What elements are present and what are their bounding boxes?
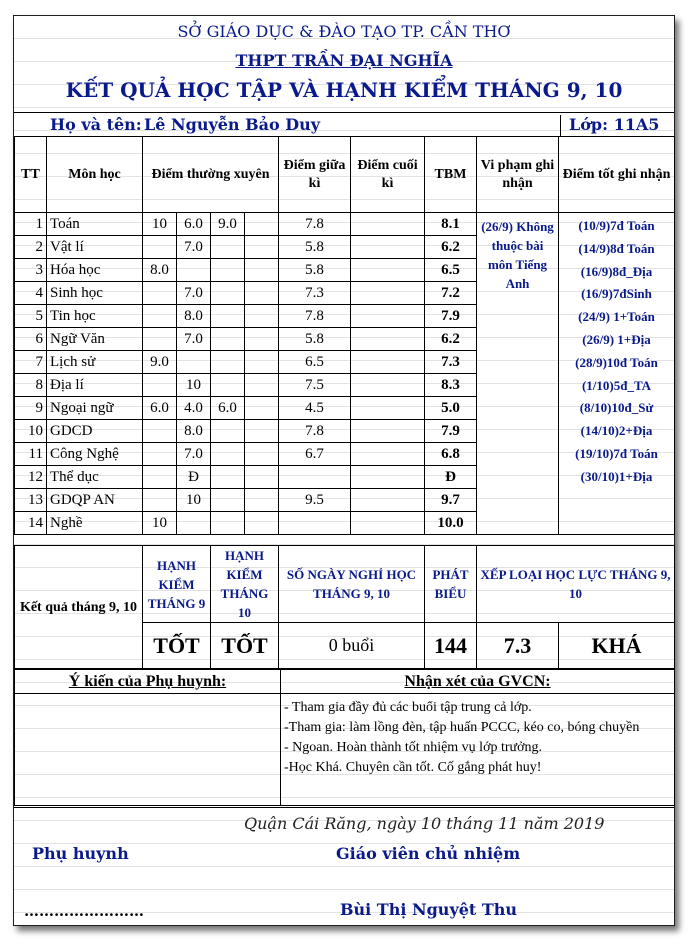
school-name: THPT TRẦN ĐẠI NGHĨA	[235, 51, 453, 70]
teacher-comment-label: Nhận xét của GVCN:	[281, 670, 675, 694]
regular-score-3	[211, 282, 245, 305]
regular-score-4	[245, 328, 279, 351]
average-score: 6.8	[425, 443, 477, 466]
average-score: 6.2	[425, 328, 477, 351]
row-number: 2	[15, 236, 47, 259]
regular-score-2: 7.0	[177, 236, 211, 259]
average-score: 7.9	[425, 420, 477, 443]
regular-score-1	[143, 420, 177, 443]
average-score: 6.2	[425, 236, 477, 259]
subject-name: Nghề	[47, 512, 143, 535]
regular-score-2	[177, 351, 211, 374]
regular-score-2: 6.0	[177, 213, 211, 236]
absence-value: 0 buổi	[279, 623, 425, 669]
col-merit: Điểm tốt ghi nhận	[559, 137, 675, 213]
summary-label: Kết quả tháng 9, 10	[15, 546, 143, 669]
regular-score-4	[245, 213, 279, 236]
merit-item: (24/9) 1+Toán	[578, 309, 655, 325]
subject-name: Vật lí	[47, 236, 143, 259]
regular-score-1: 9.0	[143, 351, 177, 374]
summary-table	[14, 545, 675, 669]
subject-name: Ngữ Văn	[47, 328, 143, 351]
final-score	[351, 374, 425, 397]
regular-score-4	[245, 374, 279, 397]
final-score	[351, 512, 425, 535]
regular-score-4	[245, 466, 279, 489]
regular-score-3	[211, 351, 245, 374]
col-tt: TT	[15, 137, 47, 213]
regular-score-1	[143, 443, 177, 466]
teacher-comment-box	[281, 694, 675, 806]
average-score: 7.2	[425, 282, 477, 305]
row-number: 5	[15, 305, 47, 328]
table-row	[15, 213, 675, 236]
rank-value: KHÁ	[559, 623, 675, 669]
speak-label: PHÁT BIỂU	[425, 546, 477, 623]
row-number: 11	[15, 443, 47, 466]
midterm-score: 7.8	[279, 420, 351, 443]
regular-score-3	[211, 512, 245, 535]
row-number: 1	[15, 213, 47, 236]
midterm-score: 5.8	[279, 259, 351, 282]
regular-score-2: 7.0	[177, 443, 211, 466]
comment-line: -Học Khá. Chuyên cần tốt. Cố gắng phát huy!	[284, 760, 542, 775]
row-number: 7	[15, 351, 47, 374]
regular-score-4	[245, 351, 279, 374]
subject-name: GDCD	[47, 420, 143, 443]
regular-score-3	[211, 489, 245, 512]
final-score	[351, 420, 425, 443]
regular-score-2: 7.0	[177, 328, 211, 351]
regular-score-1	[143, 282, 177, 305]
regular-score-2	[177, 512, 211, 535]
regular-score-2: 4.0	[177, 397, 211, 420]
regular-score-3: 9.0	[211, 213, 245, 236]
report-card	[13, 15, 675, 926]
merit-item: (16/9)8đ_Địa	[580, 263, 653, 279]
regular-score-2: Đ	[177, 466, 211, 489]
col-violation: Vi phạm ghi nhận	[477, 137, 559, 213]
regular-score-2	[177, 259, 211, 282]
final-score	[351, 466, 425, 489]
average-score: 8.1	[425, 213, 477, 236]
regular-score-3	[211, 443, 245, 466]
absence-label: SỐ NGÀY NGHỈ HỌC THÁNG 9, 10	[279, 546, 425, 623]
regular-score-2: 8.0	[177, 420, 211, 443]
midterm-score: 7.8	[279, 213, 351, 236]
row-number: 12	[15, 466, 47, 489]
regular-score-3	[211, 420, 245, 443]
row-number: 6	[15, 328, 47, 351]
regular-score-4	[245, 282, 279, 305]
subject-name: Tin học	[47, 305, 143, 328]
merit-item: (8/10)10đ_Sử	[579, 400, 654, 416]
final-score	[351, 489, 425, 512]
row-number: 3	[15, 259, 47, 282]
average-score: 6.5	[425, 259, 477, 282]
merit-item: (14/9)8đ Toán	[578, 240, 655, 256]
midterm-score	[279, 466, 351, 489]
col-midterm: Điểm giữa kì	[279, 137, 351, 213]
teacher-name: Bùi Thị Nguyệt Thu	[340, 900, 518, 919]
regular-score-1	[143, 489, 177, 512]
final-score	[351, 305, 425, 328]
regular-score-1	[143, 236, 177, 259]
regular-score-3	[211, 328, 245, 351]
regular-score-3	[211, 236, 245, 259]
merit-list	[559, 213, 675, 535]
final-score	[351, 213, 425, 236]
class-label: Lớp: 11A5	[560, 115, 659, 137]
col-regular: Điểm thường xuyên	[143, 137, 279, 213]
regular-score-2: 7.0	[177, 282, 211, 305]
average-score: 10.0	[425, 512, 477, 535]
subject-name: GDQP AN	[47, 489, 143, 512]
merit-item: (26/9) 1+Địa	[582, 331, 651, 347]
conduct9-label: HẠNH KIỂM THÁNG 9	[143, 546, 211, 623]
final-score	[351, 259, 425, 282]
regular-score-1	[143, 374, 177, 397]
name-label: Họ và tên:	[50, 115, 142, 134]
regular-score-1: 8.0	[143, 259, 177, 282]
conduct10-label: HẠNH KIỂM THÁNG 10	[211, 546, 279, 623]
regular-score-4	[245, 512, 279, 535]
midterm-score: 6.5	[279, 351, 351, 374]
parent-sign-dots: ……………………	[24, 902, 144, 920]
department-title: SỞ GIÁO DỤC & ĐÀO TẠO TP. CẦN THƠ	[177, 22, 511, 41]
midterm-score: 5.8	[279, 328, 351, 351]
subject-name: Ngoại ngữ	[47, 397, 143, 420]
regular-score-2: 10	[177, 489, 211, 512]
gpa-value: 7.3	[477, 623, 559, 669]
row-number: 14	[15, 512, 47, 535]
regular-score-1	[143, 466, 177, 489]
regular-score-1	[143, 305, 177, 328]
regular-score-1: 10	[143, 512, 177, 535]
regular-score-3	[211, 305, 245, 328]
report-title: KẾT QUẢ HỌC TẬP VÀ HẠNH KIỂM THÁNG 9, 10	[65, 78, 623, 102]
final-score	[351, 397, 425, 420]
row-number: 9	[15, 397, 47, 420]
midterm-score: 4.5	[279, 397, 351, 420]
midterm-score: 5.8	[279, 236, 351, 259]
subject-name: Địa lí	[47, 374, 143, 397]
average-score: 7.9	[425, 305, 477, 328]
subject-name: Toán	[47, 213, 143, 236]
parent-comment-label: Ý kiến của Phụ huynh:	[15, 670, 281, 694]
regular-score-1	[143, 328, 177, 351]
regular-score-4	[245, 420, 279, 443]
regular-score-2: 8.0	[177, 305, 211, 328]
average-score: 8.3	[425, 374, 477, 397]
midterm-score: 9.5	[279, 489, 351, 512]
merit-item: (1/10)5đ_TA	[581, 377, 652, 393]
teacher-sign-label: Giáo viên chủ nhiệm	[336, 844, 521, 863]
parent-sign-label: Phụ huynh	[32, 844, 129, 863]
final-score	[351, 328, 425, 351]
regular-score-4	[245, 443, 279, 466]
merit-item: (28/9)10đ Toán	[575, 354, 658, 370]
merit-item: (10/9)7đ Toán	[578, 218, 655, 233]
regular-score-4	[245, 397, 279, 420]
regular-score-1: 6.0	[143, 397, 177, 420]
row-number: 13	[15, 489, 47, 512]
midterm-score: 7.5	[279, 374, 351, 397]
student-name: Lê Nguyễn Bảo Duy	[144, 115, 321, 134]
midterm-score: 6.7	[279, 443, 351, 466]
merit-item: (19/10)7đ Toán	[575, 445, 658, 461]
grade-table	[14, 136, 675, 535]
regular-score-3	[211, 259, 245, 282]
row-number: 10	[15, 420, 47, 443]
subject-name: Lịch sử	[47, 351, 143, 374]
rank-label: XẾP LOẠI HỌC LỰC THÁNG 9, 10	[477, 546, 675, 623]
average-score: 5.0	[425, 397, 477, 420]
regular-score-1: 10	[143, 213, 177, 236]
parent-comment-box	[15, 694, 281, 806]
subject-name: Sinh học	[47, 282, 143, 305]
comment-line: - Ngoan. Hoàn thành tốt nhiệm vụ lớp trưởng.	[284, 740, 543, 755]
col-subject: Môn học	[47, 137, 143, 213]
subject-name: Công Nghệ	[47, 443, 143, 466]
final-score	[351, 282, 425, 305]
final-score	[351, 236, 425, 259]
col-final: Điểm cuối kì	[351, 137, 425, 213]
subject-name: Thể dục	[47, 466, 143, 489]
footer	[14, 807, 674, 926]
comment-line: - Tham gia đầy đủ các buổi tập trung cả lớp.	[284, 700, 532, 715]
regular-score-4	[245, 489, 279, 512]
comment-line: -Tham gia: làm lồng đèn, tập huấn PCCC, kéo co, bóng chuyền	[284, 720, 640, 735]
sign-date: Quận Cái Răng, ngày 10 tháng 11 năm 2019	[244, 814, 605, 833]
student-row	[14, 112, 674, 137]
regular-score-3: 6.0	[211, 397, 245, 420]
regular-score-3	[211, 374, 245, 397]
row-number: 8	[15, 374, 47, 397]
violation-note: (26/9) Không thuộc bài môn Tiếng Anh	[477, 213, 559, 535]
regular-score-2: 10	[177, 374, 211, 397]
conduct10-value: TỐT	[211, 623, 279, 669]
midterm-score: 7.3	[279, 282, 351, 305]
final-score	[351, 443, 425, 466]
average-score: 9.7	[425, 489, 477, 512]
row-number: 4	[15, 282, 47, 305]
subject-name: Hóa học	[47, 259, 143, 282]
comments-table	[14, 669, 675, 806]
regular-score-4	[245, 259, 279, 282]
regular-score-4	[245, 236, 279, 259]
speak-value: 144	[425, 623, 477, 669]
merit-item: (14/10)2+Địa	[580, 423, 653, 439]
col-avg: TBM	[425, 137, 477, 213]
regular-score-3	[211, 466, 245, 489]
merit-item: (30/10)1+Địa	[580, 468, 653, 484]
merit-item: (16/9)7đSinh	[581, 286, 652, 302]
conduct9-value: TỐT	[143, 623, 211, 669]
midterm-score	[279, 512, 351, 535]
regular-score-4	[245, 305, 279, 328]
average-score: 7.3	[425, 351, 477, 374]
midterm-score: 7.8	[279, 305, 351, 328]
average-score: Đ	[425, 466, 477, 489]
final-score	[351, 351, 425, 374]
